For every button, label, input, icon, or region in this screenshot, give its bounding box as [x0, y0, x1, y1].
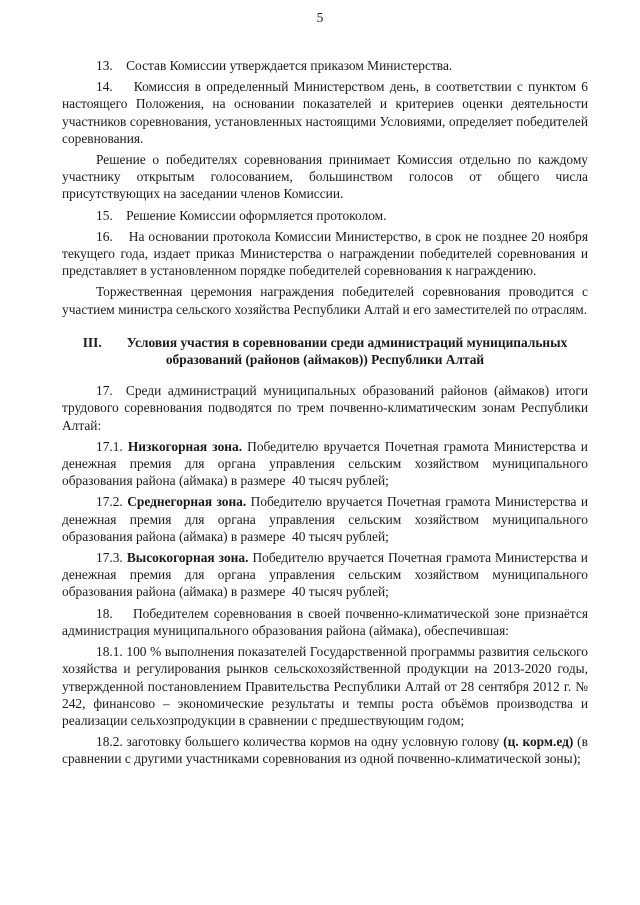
zone-name: Среднегорная зона. — [127, 494, 247, 510]
paragraph-17-3 — [62, 549, 588, 601]
section-number: III. — [82, 334, 102, 350]
item-number: 17.2. — [96, 494, 123, 510]
item-number: 17.1. — [96, 438, 123, 454]
paragraph-16-ceremony: Торжественная церемония награждения победителей соревнования проводится с участием министра сельского хозяйства Республики Алтай и его заместителей по отраслям. — [62, 284, 588, 317]
paragraph-15: 15. Решение Комиссии оформляется протоколом. — [96, 207, 387, 223]
paragraph-18-2 — [62, 733, 588, 767]
item-text: Победителю вручается Почетная грамота Министерства и денежная премия для органа управления сельским хозяйством муниципального образования района (аймака) в размере 40 тысяч рублей; — [62, 438, 588, 489]
paragraph-16: 16. На основании протокола Комиссии Министерство, в срок не позднее 20 ноября текущего года, издает приказ Министерства о награждении победителей соревнования и представляет в установленном порядке победителей соревнования к награждению. — [62, 228, 588, 279]
paragraph-13: 13. Состав Комиссии утверждается приказом Министерства. — [96, 58, 453, 73]
item-text: 18.2. заготовку большего количества кормов на одну условную голову — [96, 734, 500, 750]
item-text: Победителю вручается Почетная грамота Министерства и денежная премия для органа управления сельским хозяйством муниципального образования района (аймака) в размере 40 тысяч рублей; — [62, 550, 588, 600]
unit-label: (ц. корм.ед) — [503, 734, 574, 750]
section-heading — [62, 334, 588, 368]
paragraph-14-decision: Решение о победителях соревнования принимает Комиссия отдельно по каждому участнику открытым голосованием, большинством голосов от общего числа присутствующих на заседании членов Комиссии. — [62, 152, 588, 202]
paragraph-18-1: 18.1. 100 % выполнения показателей Государственной программы развития сельского хозяйства и регулирования рынков сельскохозяйственной продукции на 2013-2020 годы, утвержденной постановлением Правительства Республики Алтай от 28 сентября 2012 г. № 242, финансово – экономические результаты и темпы роста объёмов производства и реализации сельхозпродукции в сравнении с предшествующим годом; — [62, 644, 588, 728]
item-text: Победителю вручается Почетная грамота Министерства и денежная премия для органа управления сельским хозяйством муниципального образования района (аймака) в размере 40 тысяч рублей; — [62, 494, 588, 544]
document-body — [62, 57, 588, 772]
paragraph-14: 14. Комиссия в определенный Министерством день, в соответствии с пунктом 6 настоящего Положения, на основании показателей и критериев оценки деятельности участников соревнования, установленных настоящими Условиями, определяет победителей соревнования. — [62, 79, 588, 146]
zone-name: Низкогорная зона. — [127, 438, 243, 454]
item-text-end: (в сравнении с другими участниками соревнования из одной почвенно-климатической зоны); — [62, 734, 588, 767]
section-title: Условия участия в соревновании среди администраций муниципальных образований (районов (аймаков)) Республики Алтай — [126, 334, 568, 368]
item-number: 17.3. — [96, 550, 123, 566]
paragraph-17: 17. Среди администраций муниципальных образований районов (аймаков) итоги трудового соревнования подводятся по трем почвенно-климатическим зонам Республики Алтай: — [62, 383, 588, 433]
paragraph-17-1 — [62, 438, 588, 490]
zone-name: Высокогорная зона. — [126, 550, 249, 566]
page-number: 5 — [316, 10, 324, 25]
paragraph-18: 18. Победителем соревнования в своей почвенно-климатической зоне признаётся администрация муниципального образования района (аймака), обеспечившая: — [62, 605, 588, 638]
paragraph-17-2 — [62, 493, 588, 545]
